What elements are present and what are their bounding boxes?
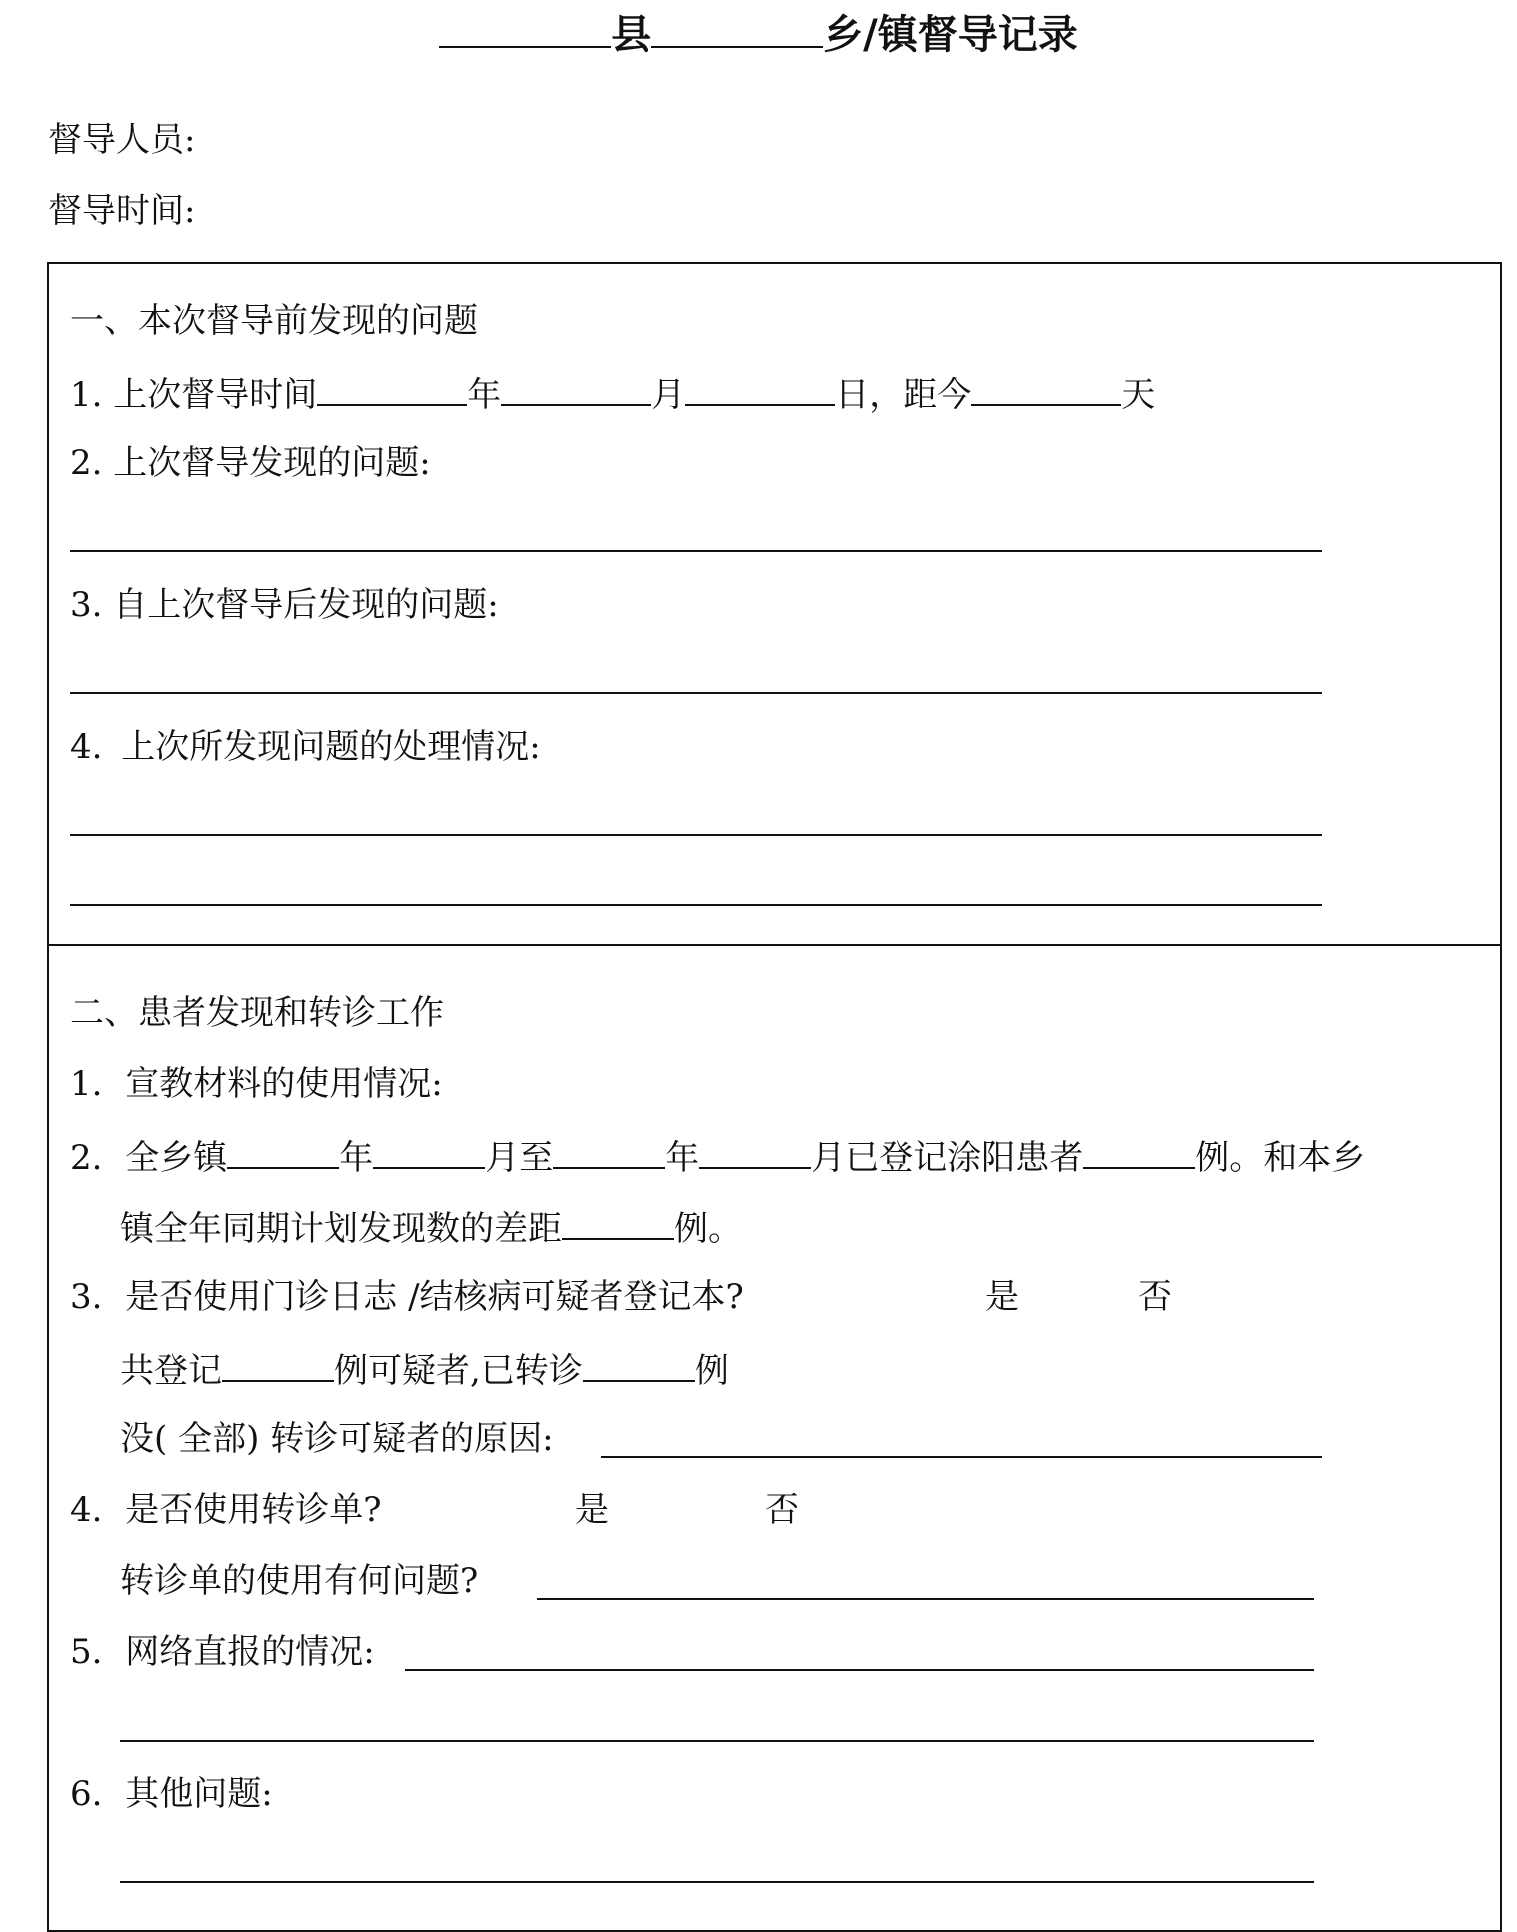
s1-q2-answer-line[interactable] (70, 550, 1322, 552)
referral-form-issue-line[interactable] (537, 1598, 1314, 1600)
town-blank[interactable] (651, 6, 823, 48)
end-year-blank[interactable] (553, 1133, 665, 1169)
county-label: 县 (611, 12, 652, 58)
section2-heading: 二、患者发现和转诊工作 (70, 993, 444, 1033)
days-since-blank[interactable] (971, 370, 1121, 406)
registered-cases-blank[interactable] (1083, 1133, 1195, 1169)
s2-q6: 6. 其他问题: (70, 1774, 273, 1814)
s1-q1: 1. 上次督导时间 年 月 日，距今 天 (70, 370, 1155, 417)
last-year-blank[interactable] (317, 370, 467, 406)
s2-q5-answer-line-1[interactable] (405, 1669, 1314, 1671)
last-month-blank[interactable] (501, 370, 651, 406)
s2-q2-line2: 镇全年同期计划发现数的差距 例。 (120, 1204, 742, 1251)
suspects-referred-blank[interactable] (583, 1346, 695, 1382)
s1-q3: 3. 自上次督导后发现的问题: (70, 585, 499, 625)
s2-q4-no-option[interactable]: 否 (765, 1490, 799, 1530)
supervision-time-label: 督导时间: (48, 191, 196, 231)
s1-q4-answer-line-1[interactable] (70, 834, 1322, 836)
s2-q3-sub2: 没( 全部) 转诊可疑者的原因: (120, 1419, 554, 1459)
s2-q6-answer-line[interactable] (120, 1881, 1314, 1883)
s1-q4: 4. 上次所发现问题的处理情况: (70, 727, 541, 767)
supervisors-label: 督导人员: (48, 120, 196, 160)
s2-q5-answer-line-2[interactable] (120, 1740, 1314, 1742)
s2-q3: 3. 是否使用门诊日志 /结核病可疑者登记本? (70, 1277, 744, 1317)
s1-q4-answer-line-2[interactable] (70, 904, 1322, 906)
s2-q4-sub: 转诊单的使用有何问题? (120, 1561, 479, 1601)
s2-q3-sub1: 共登记 例可疑者,已转诊 例 (120, 1346, 729, 1393)
s2-q4: 4. 是否使用转诊单? (70, 1490, 382, 1530)
start-year-blank[interactable] (227, 1133, 339, 1169)
s2-q4-yes-option[interactable]: 是 (575, 1490, 609, 1530)
s1-q2: 2. 上次督导发现的问题: (70, 443, 431, 483)
s2-q2-line1: 2. 全乡镇 年 月至 年 月已登记涂阳患者 例。和本乡 (70, 1133, 1365, 1180)
s2-q3-yes-option[interactable]: 是 (985, 1277, 1019, 1317)
suspects-registered-blank[interactable] (222, 1346, 334, 1382)
not-referred-reason-line[interactable] (601, 1456, 1322, 1458)
title-text: 乡/镇督导记录 (823, 12, 1078, 58)
last-day-blank[interactable] (685, 370, 835, 406)
s2-q1: 1. 宣教材料的使用情况: (70, 1064, 443, 1104)
end-month-blank[interactable] (699, 1133, 811, 1169)
gap-cases-blank[interactable] (562, 1204, 674, 1240)
s2-q3-no-option[interactable]: 否 (1138, 1277, 1172, 1317)
s1-q3-answer-line[interactable] (70, 692, 1322, 694)
section1-heading: 一、本次督导前发现的问题 (70, 301, 478, 341)
start-month-blank[interactable] (373, 1133, 485, 1169)
county-blank[interactable] (439, 6, 611, 48)
s2-q5: 5. 网络直报的情况: (70, 1632, 375, 1672)
page-title (0, 6, 1517, 60)
